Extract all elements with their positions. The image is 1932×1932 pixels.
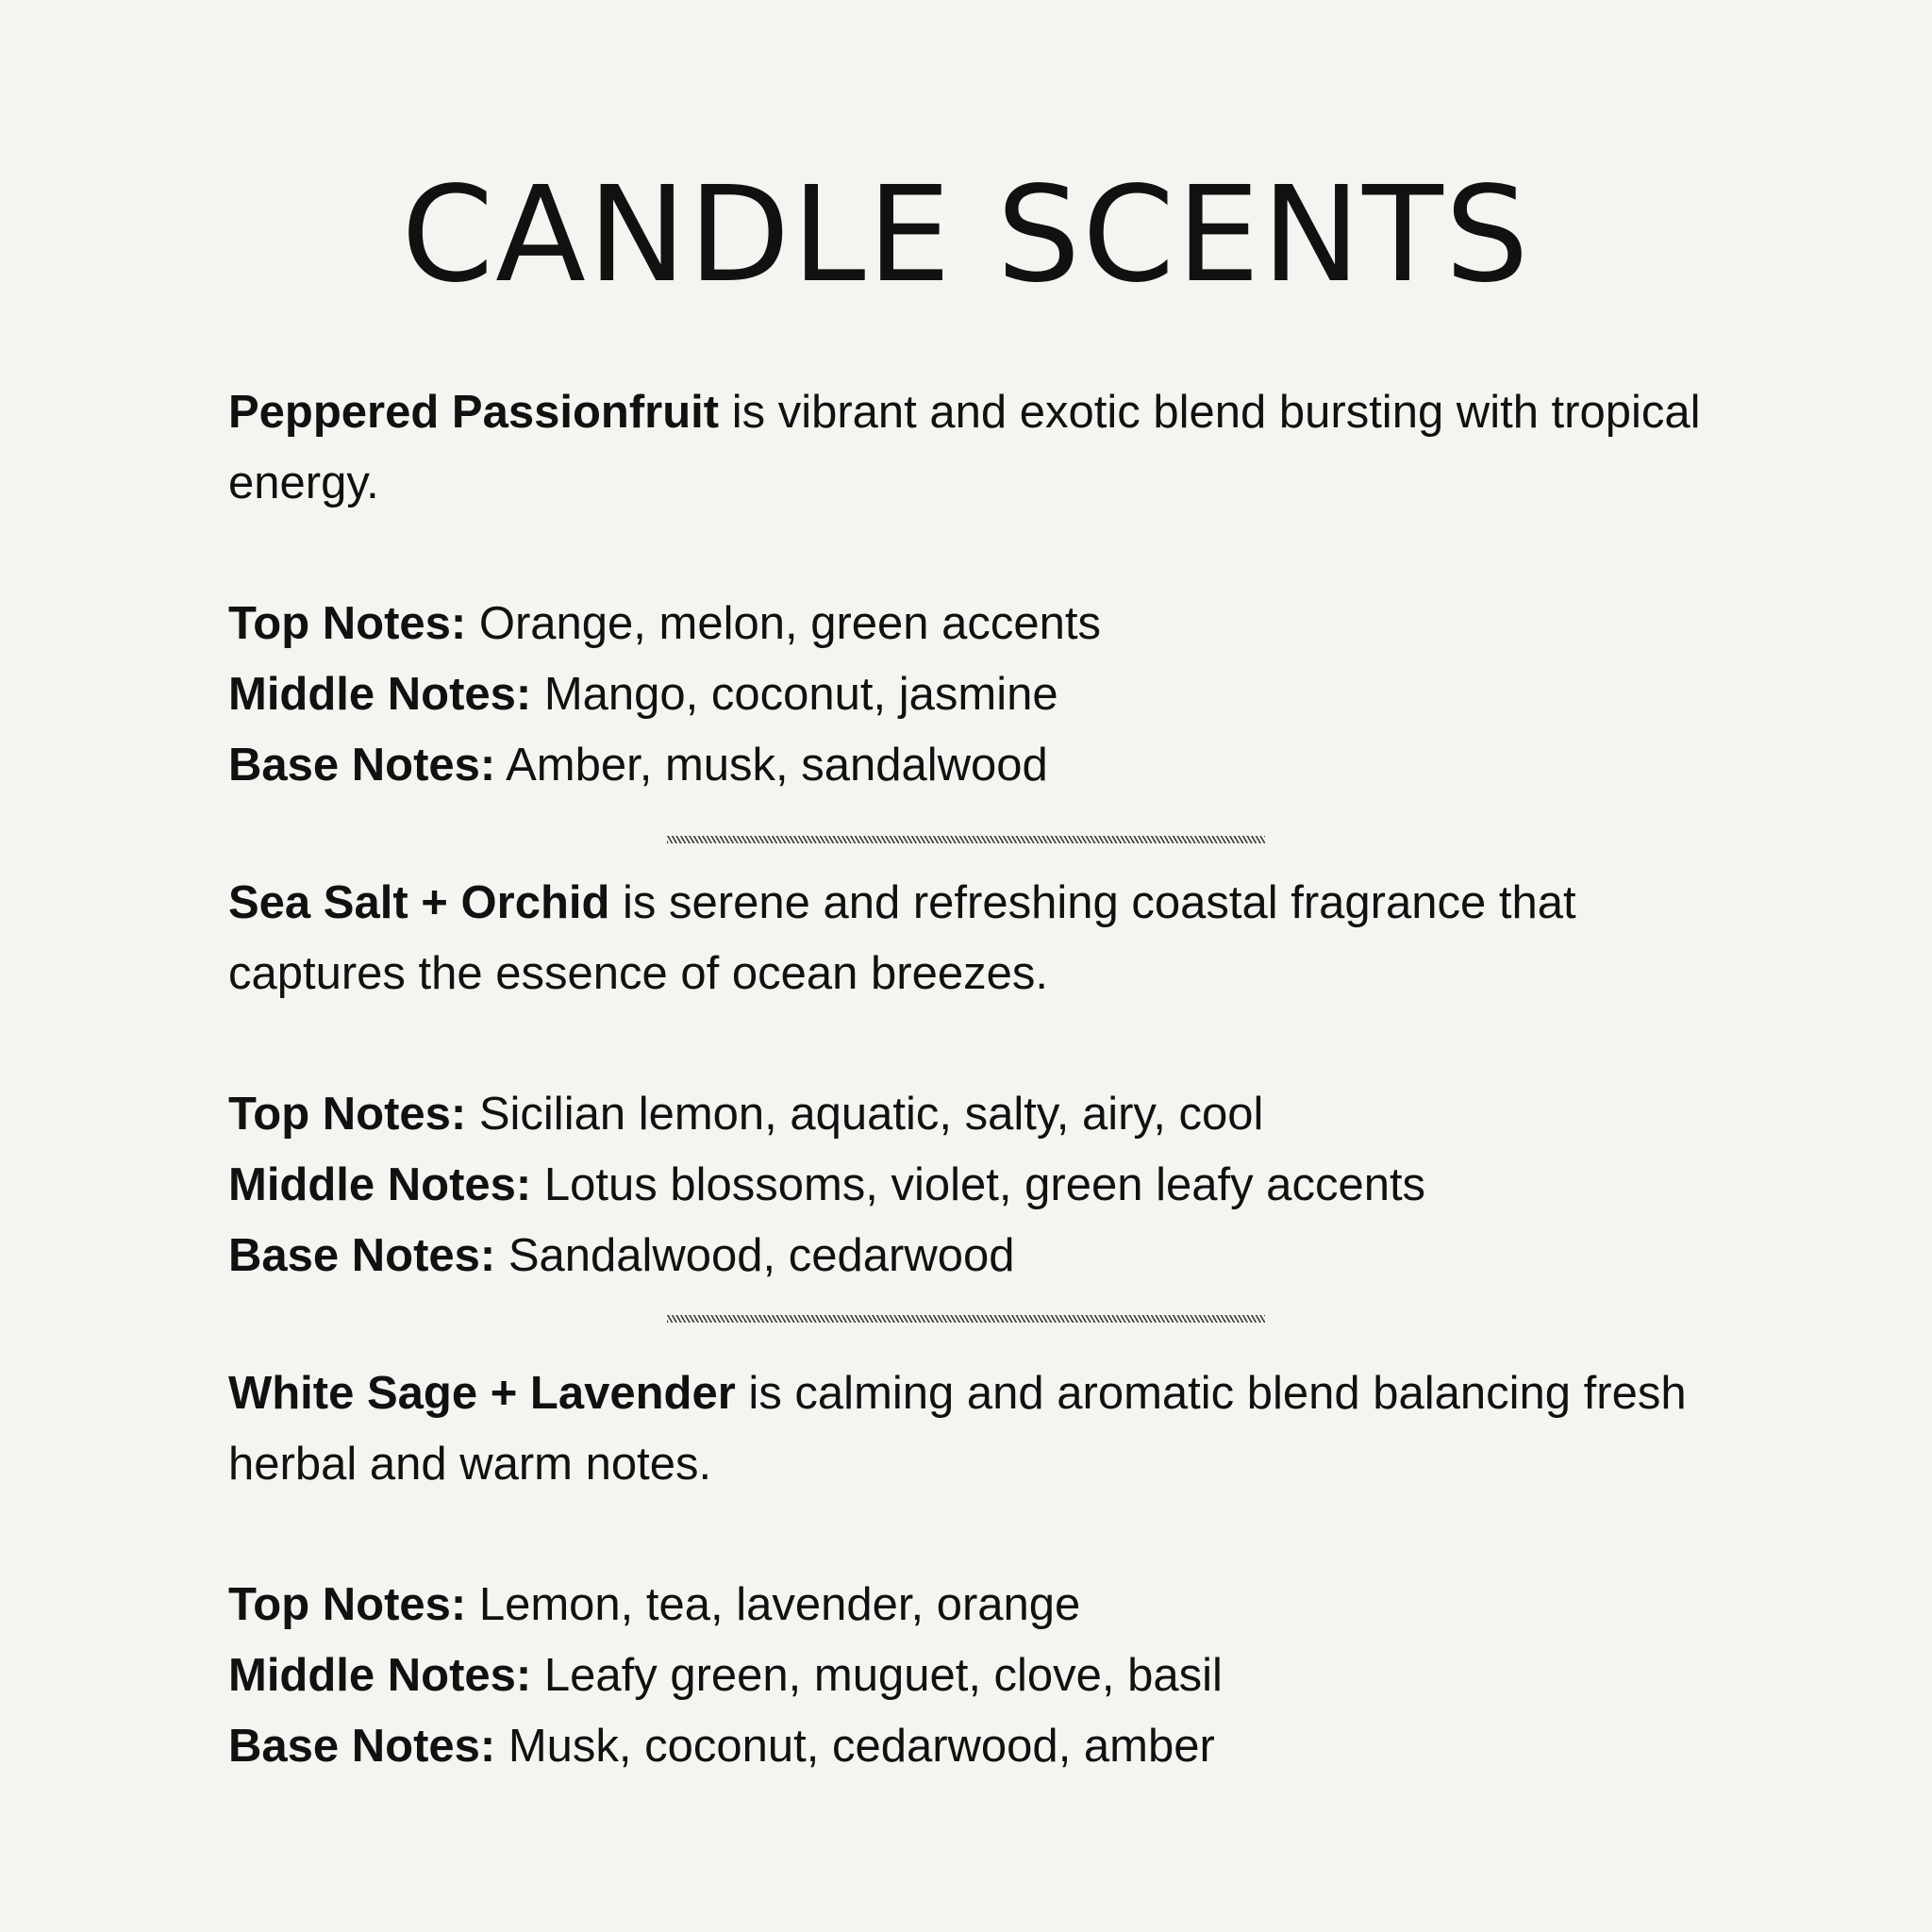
base-notes-row — [228, 730, 1738, 801]
top-notes-value: Sicilian lemon, aquatic, salty, airy, cool — [466, 1089, 1264, 1140]
scent-name: Peppered Passionfruit — [228, 387, 720, 438]
base-notes-value: Sandalwood, cedarwood — [495, 1230, 1015, 1281]
top-notes-row — [228, 1079, 1738, 1150]
scent-notes-list — [228, 589, 1738, 801]
base-notes-value: Amber, musk, sandalwood — [495, 740, 1048, 791]
middle-notes-label: Middle Notes: — [228, 1159, 532, 1210]
scent-description: is serene and refreshing coastal fragrance that captures the essence of ocean breezes. — [228, 877, 1576, 999]
scent-notes-list — [228, 1079, 1738, 1291]
top-notes-label: Top Notes: — [228, 598, 467, 649]
scent-description: is vibrant and exotic blend bursting with tropical energy. — [228, 387, 1701, 508]
middle-notes-value: Leafy green, muguet, clove, basil — [531, 1650, 1223, 1701]
base-notes-row — [228, 1711, 1738, 1782]
middle-notes-label: Middle Notes: — [228, 669, 532, 720]
middle-notes-label: Middle Notes: — [228, 1650, 532, 1701]
top-notes-label: Top Notes: — [228, 1579, 467, 1630]
top-notes-label: Top Notes: — [228, 1089, 467, 1140]
scent-intro — [228, 377, 1738, 519]
scent-description: is calming and aromatic blend balancing fresh herbal and warm notes. — [228, 1368, 1687, 1490]
scent-section-peppered-passionfruit — [228, 377, 1738, 801]
page-title: CANDLE SCENTS — [401, 158, 1531, 312]
base-notes-value: Musk, coconut, cedarwood, amber — [495, 1721, 1215, 1772]
section-divider — [667, 836, 1265, 843]
section-divider — [667, 1315, 1265, 1323]
scent-intro — [228, 1358, 1738, 1500]
scent-notes-list — [228, 1570, 1738, 1782]
top-notes-row — [228, 1570, 1738, 1641]
base-notes-label: Base Notes: — [228, 1721, 496, 1772]
scent-name: White Sage + Lavender — [228, 1368, 736, 1419]
top-notes-value: Orange, melon, green accents — [466, 598, 1102, 649]
top-notes-row — [228, 589, 1738, 659]
scent-section-white-sage-lavender — [228, 1358, 1738, 1782]
middle-notes-row — [228, 1150, 1738, 1221]
scent-name: Sea Salt + Orchid — [228, 877, 610, 928]
base-notes-label: Base Notes: — [228, 740, 496, 791]
middle-notes-value: Lotus blossoms, violet, green leafy accents — [531, 1159, 1426, 1210]
middle-notes-row — [228, 1641, 1738, 1711]
middle-notes-value: Mango, coconut, jasmine — [531, 669, 1058, 720]
scent-intro — [228, 868, 1738, 1009]
scent-section-sea-salt-orchid — [228, 868, 1738, 1291]
base-notes-row — [228, 1221, 1738, 1291]
base-notes-label: Base Notes: — [228, 1230, 496, 1281]
middle-notes-row — [228, 659, 1738, 730]
top-notes-value: Lemon, tea, lavender, orange — [466, 1579, 1081, 1630]
